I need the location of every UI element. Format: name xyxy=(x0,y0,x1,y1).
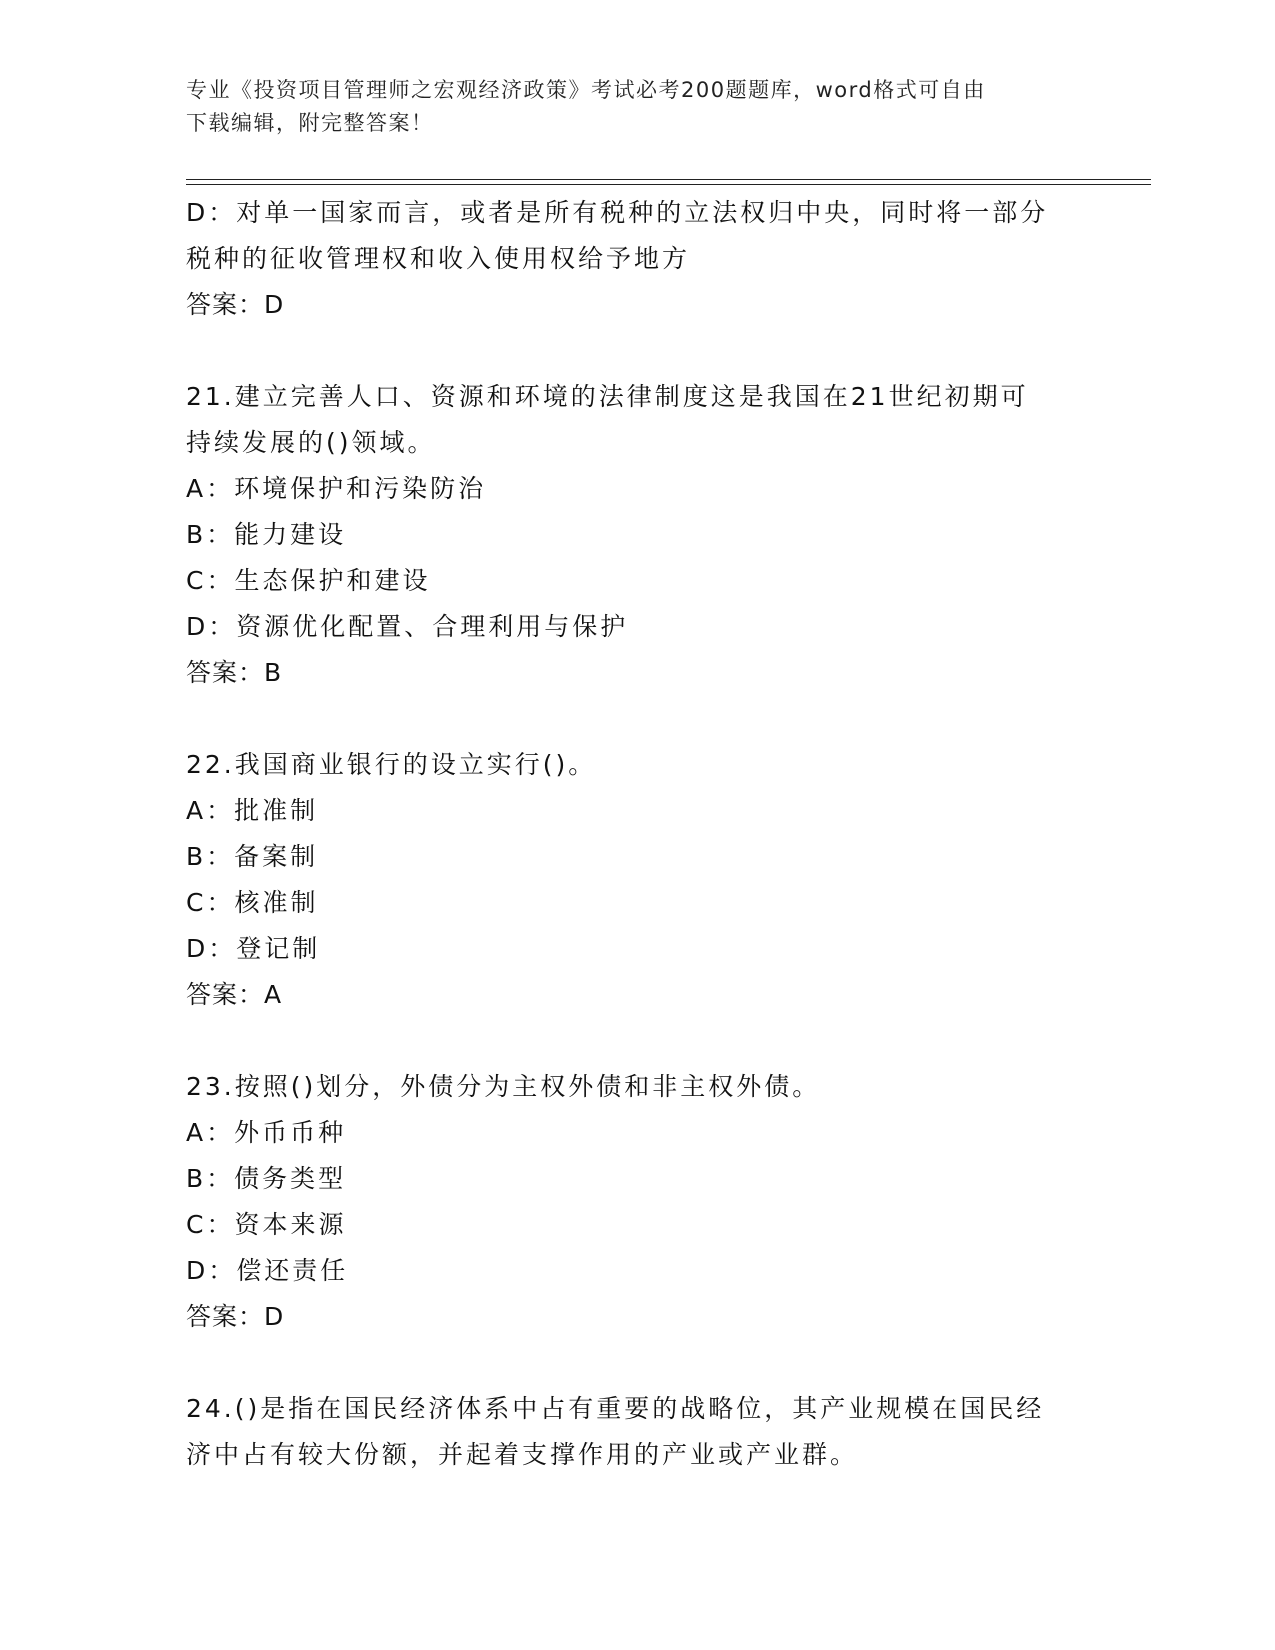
question-stem-continued: 济中占有较大份额，并起着支撑作用的产业或产业群。 xyxy=(186,1440,859,1469)
question-23 xyxy=(186,1064,1086,1340)
question-stem: 21.建立完善人口、资源和环境的法律制度这是我国在21世纪初期可 xyxy=(186,382,1029,411)
question-stem-continued: 持续发展的()领域。 xyxy=(186,428,436,457)
answer-line: 答案：A xyxy=(186,980,283,1009)
header-line-2: 下载编辑，附完整答案！ xyxy=(186,111,434,135)
question-stem: 22.我国商业银行的设立实行()。 xyxy=(186,750,597,779)
question-22 xyxy=(186,742,1086,1018)
spacer xyxy=(186,328,1086,374)
spacer xyxy=(186,1340,1086,1386)
option-d-continued: 税种的征收管理权和收入使用权给予地方 xyxy=(186,244,691,273)
spacer xyxy=(186,1018,1086,1064)
question-content xyxy=(186,190,1086,1478)
option-a: A：批准制 xyxy=(186,796,319,825)
spacer xyxy=(186,696,1086,742)
option-d: D：对单一国家而言，或者是所有税种的立法权归中央，同时将一部分 xyxy=(186,198,1049,227)
answer-line: 答案：D xyxy=(186,1302,285,1331)
option-b: B：能力建设 xyxy=(186,520,347,549)
header-line-1: 专业《投资项目管理师之宏观经济政策》考试必考200题题库，word格式可自由 xyxy=(186,78,986,102)
option-d: D：登记制 xyxy=(186,934,321,963)
option-c: C：核准制 xyxy=(186,888,319,917)
header-divider-bottom xyxy=(186,184,1151,185)
option-c: C：资本来源 xyxy=(186,1210,347,1239)
option-a: A：外币币种 xyxy=(186,1118,347,1147)
header-divider-top xyxy=(186,179,1151,180)
option-d: D：偿还责任 xyxy=(186,1256,349,1285)
option-a: A：环境保护和污染防治 xyxy=(186,474,487,503)
answer-line: 答案：B xyxy=(186,658,283,687)
option-c: C：生态保护和建设 xyxy=(186,566,431,595)
prev-question xyxy=(186,190,1086,328)
question-24 xyxy=(186,1386,1086,1478)
question-21 xyxy=(186,374,1086,696)
option-d: D：资源优化配置、合理利用与保护 xyxy=(186,612,629,641)
question-stem: 23.按照()划分，外债分为主权外债和非主权外债。 xyxy=(186,1072,821,1101)
question-stem: 24.()是指在国民经济体系中占有重要的战略位，其产业规模在国民经 xyxy=(186,1394,1045,1423)
option-b: B：备案制 xyxy=(186,842,319,871)
document-header xyxy=(186,74,1086,140)
option-b: B：债务类型 xyxy=(186,1164,347,1193)
answer-line: 答案：D xyxy=(186,290,285,319)
